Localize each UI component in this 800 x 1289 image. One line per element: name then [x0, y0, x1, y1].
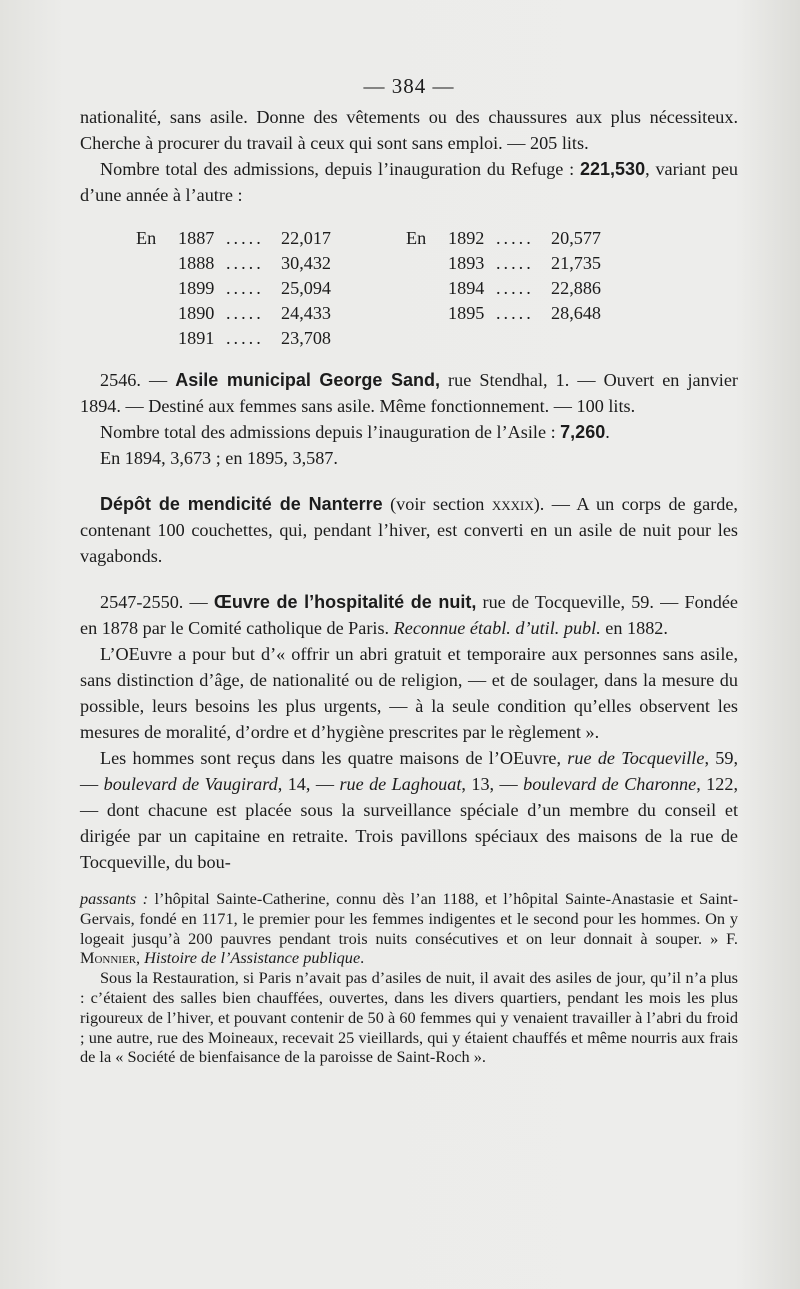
address: rue de Laghouat: [339, 774, 462, 794]
leader-dots: .....: [226, 328, 264, 348]
address: rue de Tocqueville: [567, 748, 705, 768]
admissions-cell: [136, 226, 406, 251]
admissions-cell: [136, 276, 406, 301]
admissions-count: 28,648: [551, 303, 602, 323]
admissions-row: [136, 226, 738, 251]
year-label: En: [406, 228, 427, 248]
year-label: [136, 276, 178, 301]
admissions-row: [136, 326, 738, 351]
admissions-cell: [406, 226, 676, 251]
footnote-sep: ,: [136, 948, 145, 968]
admissions-cell: [406, 276, 676, 301]
admissions-cell: [136, 326, 406, 351]
leader-dots: .....: [226, 278, 264, 298]
admissions-count: 20,577: [551, 228, 602, 248]
footnote-restauration: Sous la Restauration, si Paris n’avait pas d’asiles de nuit, il avait des asiles de jour, qu’il n’a plus : c’étaient des salles bien chauffées, ouvertes, dans les divers quartiers, pendant les mois les plus rigoureux de l’hiver, et pouvant contenir de 50 à 60 femmes qui y venaient travailler à l’abri du froid ; une autre, rue des Moineaux, recevait 25 vieillards, qui y étaient chauffés et même nourris aux frais de la « Société de bienfaisance de la paroisse de Saint-Roch ».: [80, 968, 738, 1067]
footnotes: [80, 889, 738, 1067]
entry-title: Asile municipal George Sand,: [175, 370, 440, 390]
reconnue-text: Reconnue établ. d’util. publ.: [393, 618, 601, 638]
year-label: [406, 276, 448, 301]
entry-number: 2546. —: [100, 370, 176, 390]
leader-dots: .....: [226, 228, 264, 248]
entry-year: en 1882.: [600, 618, 668, 638]
admissions-count: 22,017: [281, 228, 332, 248]
admissions-row: [136, 276, 738, 301]
footnote-lead: passants :: [80, 889, 149, 908]
year: 1888: [178, 253, 215, 273]
leader-dots: .....: [496, 253, 534, 273]
paragraph-refuge-total: [80, 156, 738, 208]
leader-dots: .....: [496, 278, 534, 298]
leader-dots: .....: [496, 228, 534, 248]
year-label: [136, 251, 178, 276]
asile-total-value: 7,260: [560, 422, 606, 442]
leader-dots: .....: [496, 303, 534, 323]
admissions-count: 22,886: [551, 278, 602, 298]
footnote-author: Monnier: [80, 948, 137, 968]
admissions-count: 21,735: [551, 253, 602, 273]
text: Les hommes sont reçus dans les quatre maisons de l’OEuvre,: [100, 748, 568, 768]
entry-text: rue Stendhal, 1. — Ouvert en janvier 1894. — Destiné aux femmes sans asile. Même fonctionnement. — 100 lits.: [80, 370, 738, 416]
entry-text: ). — A un corps de garde, contenant 100 couchettes, qui, pendant l’hiver, est converti en un asile de nuit pour les vagabonds.: [80, 494, 738, 566]
year: 1895: [448, 303, 485, 323]
footnote-hopitaux: [80, 889, 738, 968]
year-label: [136, 326, 178, 351]
leader-dots: .....: [226, 253, 264, 273]
asile-total-text: Nombre total des admissions depuis l’inauguration de l’Asile :: [100, 422, 561, 442]
paragraph-asile-george-sand: [80, 367, 738, 419]
year-label: [406, 301, 448, 326]
text: , 13, —: [461, 774, 524, 794]
text: , 59, —: [80, 748, 738, 794]
admissions-cell: [406, 301, 676, 326]
entry-title: Dépôt de mendicité de Nanterre: [100, 494, 383, 514]
year: 1892: [448, 228, 485, 248]
paragraph-asile-total: [80, 419, 738, 445]
refuge-total-after: , variant peu d’une année à l’autre :: [80, 159, 738, 205]
admissions-count: 23,708: [281, 328, 332, 348]
admissions-cell: [136, 251, 406, 276]
footnote-end: .: [360, 948, 365, 968]
admissions-row: [136, 301, 738, 326]
paragraph-oeuvre-but: L’OEuvre a pour but d’« offrir un abri gratuit et temporaire aux personnes sans asile, sans distinction d’âge, de nationalité ou de religion, — et de soulager, dans la mesure du possible, leurs besoins les plus urgents, — à la seule condition qu’elles observent les mesures de moralité, d’ordre et d’hygiène prescrites par le règlement ».: [80, 644, 738, 742]
refuge-total-text: Nombre total des admissions, depuis l’inauguration du Refuge :: [100, 159, 581, 179]
admissions-count: 25,094: [281, 278, 332, 298]
admissions-row: [136, 251, 738, 276]
entry-number: 2547-2550. —: [100, 592, 214, 612]
year: 1899: [178, 278, 215, 298]
admissions-count: 24,433: [281, 303, 332, 323]
paragraph-asile-yearly: En 1894, 3,673 ; en 1895, 3,587.: [100, 448, 338, 468]
admissions-table: [136, 226, 738, 351]
refuge-total-value: 221,530: [580, 159, 646, 179]
year: 1893: [448, 253, 485, 273]
section-ref: xxxix: [491, 494, 534, 514]
address: boulevard de Charonne: [523, 774, 697, 794]
address: boulevard de Vaugirard: [103, 774, 278, 794]
entry-title: Œuvre de l’hospitalité de nuit,: [213, 592, 477, 612]
text: , 14, —: [277, 774, 340, 794]
asile-total-end: .: [605, 422, 610, 442]
paragraph-refuge-end: nationalité, sans asile. Donne des vêtements ou des chaussures aux plus nécessiteux. Cherche à procurer du travail à ceux qui sont sans emploi. — 205 lits.: [80, 107, 738, 153]
admissions-count: 30,432: [281, 253, 332, 273]
year-label: En: [136, 228, 157, 248]
paragraph-hospitalite: [80, 589, 738, 641]
paragraph-hommes: [80, 745, 738, 875]
text: , 122, — dont chacune est placée sous la surveillance spéciale d’un membre du conseil et dirigée par un capitaine en retraite. Trois pavillons spéciaux des maisons de la rue de Tocqueville, du bou-: [80, 774, 738, 872]
entry-text: (voir section: [382, 494, 492, 514]
paragraph-nanterre: [80, 491, 738, 569]
page-number: — 384 —: [363, 74, 455, 98]
year-label: [136, 301, 178, 326]
footnote-text: l’hôpital Sainte-Catherine, connu dès l’an 1188, et l’hôpital Sainte-Anastasie et Saint-Gervais, fondé en 1171, le premier pour les femmes indigentes et le second pour les hommes. On y logeait jusqu’à 200 pauvres pendant trois nuits consécutives et on leur donnait à souper. » F.: [80, 889, 738, 948]
admissions-cell: [136, 301, 406, 326]
footnote-work: Histoire de l’Assistance publique: [144, 948, 361, 968]
leader-dots: .....: [226, 303, 264, 323]
admissions-cell: [406, 251, 676, 276]
entry-text: rue de Tocqueville, 59. — Fondée en 1878 par le Comité catholique de Paris.: [80, 592, 738, 638]
year-label: [406, 251, 448, 276]
year: 1887: [178, 228, 215, 248]
year: 1890: [178, 303, 215, 323]
year: 1894: [448, 278, 485, 298]
year: 1891: [178, 328, 215, 348]
